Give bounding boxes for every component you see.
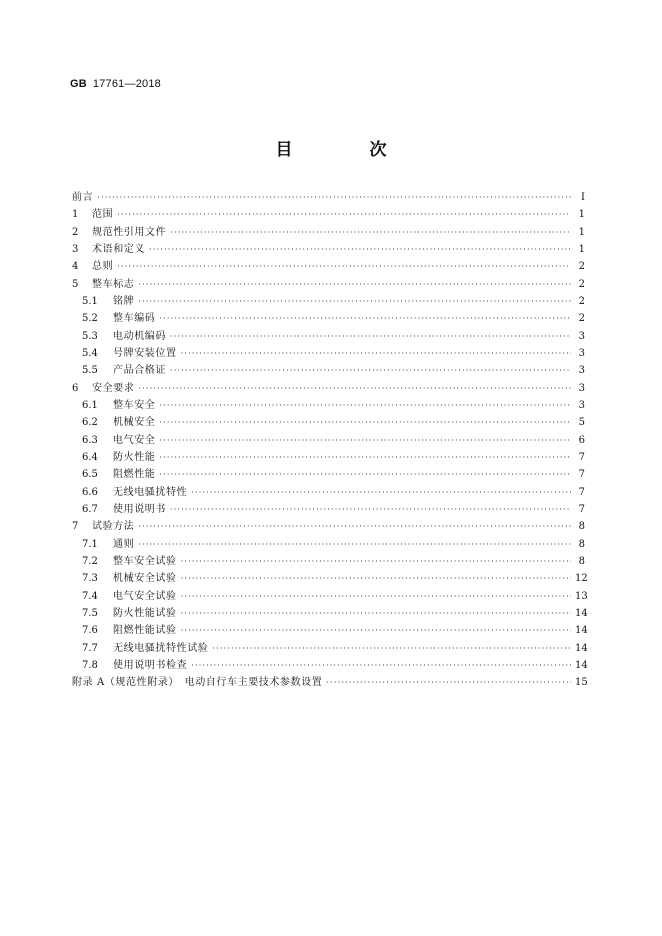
toc-entry-number: 7.5 bbox=[82, 607, 98, 619]
toc-entry[interactable] bbox=[72, 657, 588, 674]
toc-entry-title: 产品合格证 bbox=[113, 365, 166, 377]
toc-entry-number: 5.4 bbox=[82, 347, 98, 359]
toc-entry[interactable] bbox=[72, 588, 588, 605]
standard-number: 17761—2018 bbox=[92, 78, 161, 90]
toc-entry-page: 3 bbox=[578, 382, 585, 394]
toc-entry-title: 通则 bbox=[113, 538, 135, 550]
toc-leader-dots bbox=[117, 206, 571, 223]
toc-leader-dots bbox=[159, 310, 571, 327]
toc-entry[interactable] bbox=[72, 484, 585, 501]
toc-leader-dots bbox=[170, 501, 571, 518]
toc-entry-number: 6.2 bbox=[82, 417, 98, 429]
toc-entry[interactable] bbox=[72, 276, 585, 293]
toc-entry-page: 2 bbox=[578, 295, 585, 307]
toc-leader-dots bbox=[138, 536, 571, 553]
toc-entry-page: 2 bbox=[578, 261, 585, 273]
toc-entry-title: 术语和定义 bbox=[92, 243, 145, 255]
toc-entry[interactable] bbox=[72, 293, 585, 310]
toc-entry[interactable] bbox=[72, 640, 588, 657]
toc-leader-dots bbox=[191, 657, 571, 674]
toc-leader-dots bbox=[117, 258, 571, 275]
toc-entry[interactable] bbox=[72, 674, 588, 691]
toc-entry-number: 6.6 bbox=[82, 486, 98, 498]
toc-entry-page: 3 bbox=[578, 347, 585, 359]
toc-entry-title: 铭牌 bbox=[113, 295, 135, 307]
toc-entry-number: 6 bbox=[72, 382, 79, 394]
toc-entry[interactable] bbox=[72, 362, 585, 379]
toc-entry-number: 5.2 bbox=[82, 313, 98, 325]
toc-entry[interactable] bbox=[72, 206, 585, 223]
toc-entry-page: 2 bbox=[578, 278, 585, 290]
toc-leader-dots bbox=[181, 622, 571, 639]
toc-leader-dots bbox=[181, 570, 571, 587]
toc-entry-title: 范围 bbox=[92, 209, 114, 221]
toc-entry-page: 7 bbox=[578, 486, 585, 498]
toc-entry-title: 机械安全试验 bbox=[113, 573, 177, 585]
toc-entry-title: 规范性引用文件 bbox=[92, 226, 167, 238]
toc-entry[interactable] bbox=[72, 310, 585, 327]
toc-entry-title: 总则 bbox=[92, 261, 114, 273]
toc-entry-page: 12 bbox=[575, 573, 588, 585]
toc-entry-title: 整车安全试验 bbox=[113, 555, 177, 567]
toc-leader-dots bbox=[138, 518, 571, 535]
toc-entry-number: 6.3 bbox=[82, 434, 98, 446]
toc-leader-dots bbox=[212, 640, 571, 657]
toc-entry-page: 14 bbox=[575, 607, 588, 619]
toc-entry-title: 整车编码 bbox=[113, 313, 156, 325]
toc-entry-page: 7 bbox=[578, 469, 585, 481]
toc-entry-title: 阻燃性能 bbox=[113, 469, 156, 481]
toc-leader-dots bbox=[159, 432, 571, 449]
toc-entry[interactable] bbox=[72, 466, 585, 483]
toc-leader-dots bbox=[159, 466, 571, 483]
toc-entry[interactable] bbox=[72, 605, 588, 622]
toc-leader-dots bbox=[159, 397, 571, 414]
toc-entry-number: 7.2 bbox=[82, 555, 98, 567]
toc-entry-title: 整车安全 bbox=[113, 399, 156, 411]
toc-entry-page: 3 bbox=[578, 365, 585, 377]
toc-entry-number: 6.4 bbox=[82, 451, 98, 463]
toc-entry[interactable] bbox=[72, 414, 585, 431]
toc-entry-page: 1 bbox=[578, 209, 585, 221]
toc-leader-dots bbox=[181, 345, 571, 362]
toc-entry-number: 7.1 bbox=[82, 538, 98, 550]
toc-entry[interactable] bbox=[72, 570, 588, 587]
toc-entry-page: 5 bbox=[578, 417, 585, 429]
toc-entry[interactable] bbox=[72, 224, 585, 241]
toc-entry-title: 试验方法 bbox=[92, 521, 135, 533]
toc-entry-page: 3 bbox=[578, 330, 585, 342]
toc-entry[interactable] bbox=[72, 553, 585, 570]
page-title: 目 次 bbox=[275, 140, 417, 160]
toc-entry-page: 8 bbox=[578, 538, 585, 550]
toc-entry[interactable] bbox=[72, 536, 585, 553]
toc-entry-page: 7 bbox=[578, 503, 585, 515]
toc-entry-page: 8 bbox=[578, 521, 585, 533]
toc-entry-number: 7.7 bbox=[82, 642, 98, 654]
toc-entry-title: 前言 bbox=[72, 192, 94, 203]
toc-entry-page: 1 bbox=[578, 243, 585, 255]
toc-entry-page: Ⅰ bbox=[581, 192, 585, 203]
toc-entry-title: 电动机编码 bbox=[113, 330, 166, 342]
toc-entry-number: 7.4 bbox=[82, 590, 98, 602]
toc-entry-title: 整车标志 bbox=[92, 278, 135, 290]
toc-entry-page: 7 bbox=[578, 451, 585, 463]
toc-entry-title: 附录 A（规范性附录） 电动自行车主要技术参数设置 bbox=[72, 677, 323, 689]
toc-entry-title: 无线电骚扰特性试验 bbox=[113, 642, 209, 654]
toc-entry[interactable] bbox=[72, 622, 588, 639]
toc-entry-page: 15 bbox=[575, 677, 588, 689]
toc-leader-dots bbox=[191, 484, 571, 501]
toc-entry-title: 防火性能试验 bbox=[113, 607, 177, 619]
toc-entry-number: 7.6 bbox=[82, 625, 98, 637]
toc-entry[interactable] bbox=[72, 449, 585, 466]
toc-entry[interactable] bbox=[72, 518, 585, 535]
toc-leader-dots bbox=[159, 414, 571, 431]
toc-entry-page: 8 bbox=[578, 555, 585, 567]
toc-entry[interactable] bbox=[72, 258, 585, 275]
toc-entry-number: 5.1 bbox=[82, 295, 98, 307]
toc-entry[interactable] bbox=[72, 501, 585, 518]
toc-entry-number: 6.7 bbox=[82, 503, 98, 515]
toc-entry-number: 6.1 bbox=[82, 399, 98, 411]
toc-entry[interactable] bbox=[72, 328, 585, 345]
toc-leader-dots bbox=[138, 276, 571, 293]
toc-leader-dots bbox=[326, 674, 571, 691]
toc-leader-dots bbox=[170, 328, 571, 345]
toc-entry-page: 13 bbox=[575, 590, 588, 602]
toc-entry-title: 安全要求 bbox=[92, 382, 135, 394]
toc-leader-dots bbox=[149, 241, 571, 258]
toc-entry-number: 2 bbox=[72, 226, 79, 238]
toc-leader-dots bbox=[170, 362, 571, 379]
toc-entry-page: 6 bbox=[578, 434, 585, 446]
toc-entry-page: 1 bbox=[578, 226, 585, 238]
toc-entry[interactable] bbox=[72, 432, 585, 449]
toc-entry-title: 使用说明书 bbox=[113, 503, 166, 515]
toc-entry[interactable] bbox=[72, 380, 585, 397]
toc-entry-title: 使用说明书检查 bbox=[113, 659, 188, 671]
toc-entry-page: 3 bbox=[578, 399, 585, 411]
standard-header bbox=[70, 78, 161, 90]
toc-entry-page: 14 bbox=[575, 625, 588, 637]
toc-entry-page: 14 bbox=[575, 642, 588, 654]
toc-entry-page: 2 bbox=[578, 313, 585, 325]
toc-entry-title: 阻燃性能试验 bbox=[113, 625, 177, 637]
toc-leader-dots bbox=[138, 380, 571, 397]
toc-entry-number: 3 bbox=[72, 243, 79, 255]
toc-entry-number: 7.3 bbox=[82, 573, 98, 585]
toc-entry-number: 7.8 bbox=[82, 659, 98, 671]
toc-leader-dots bbox=[170, 224, 571, 241]
toc-entry-title: 电气安全 bbox=[113, 434, 156, 446]
toc-leader-dots bbox=[159, 449, 571, 466]
toc-entry[interactable] bbox=[72, 345, 585, 362]
table-of-contents bbox=[72, 189, 588, 692]
toc-entry[interactable] bbox=[72, 397, 585, 414]
toc-entry-number: 5.3 bbox=[82, 330, 98, 342]
toc-entry-title: 机械安全 bbox=[113, 417, 156, 429]
toc-leader-dots bbox=[181, 605, 571, 622]
toc-leader-dots bbox=[181, 553, 571, 570]
toc-leader-dots bbox=[181, 588, 571, 605]
toc-leader-dots bbox=[97, 189, 571, 206]
standard-code: GB bbox=[70, 78, 87, 90]
toc-entry-number: 6.5 bbox=[82, 469, 98, 481]
toc-entry-title: 防火性能 bbox=[113, 451, 156, 463]
toc-entry-number: 5 bbox=[72, 278, 79, 290]
toc-entry-title: 电气安全试验 bbox=[113, 590, 177, 602]
toc-entry[interactable] bbox=[72, 189, 585, 206]
toc-entry-number: 1 bbox=[72, 209, 79, 221]
toc-entry-number: 7 bbox=[72, 521, 79, 533]
toc-entry[interactable] bbox=[72, 241, 585, 258]
toc-entry-number: 4 bbox=[72, 261, 79, 273]
toc-entry-number: 5.5 bbox=[82, 365, 98, 377]
toc-leader-dots bbox=[138, 293, 571, 310]
toc-entry-title: 无线电骚扰特性 bbox=[113, 486, 188, 498]
toc-entry-page: 14 bbox=[575, 659, 588, 671]
toc-entry-title: 号牌安装位置 bbox=[113, 347, 177, 359]
